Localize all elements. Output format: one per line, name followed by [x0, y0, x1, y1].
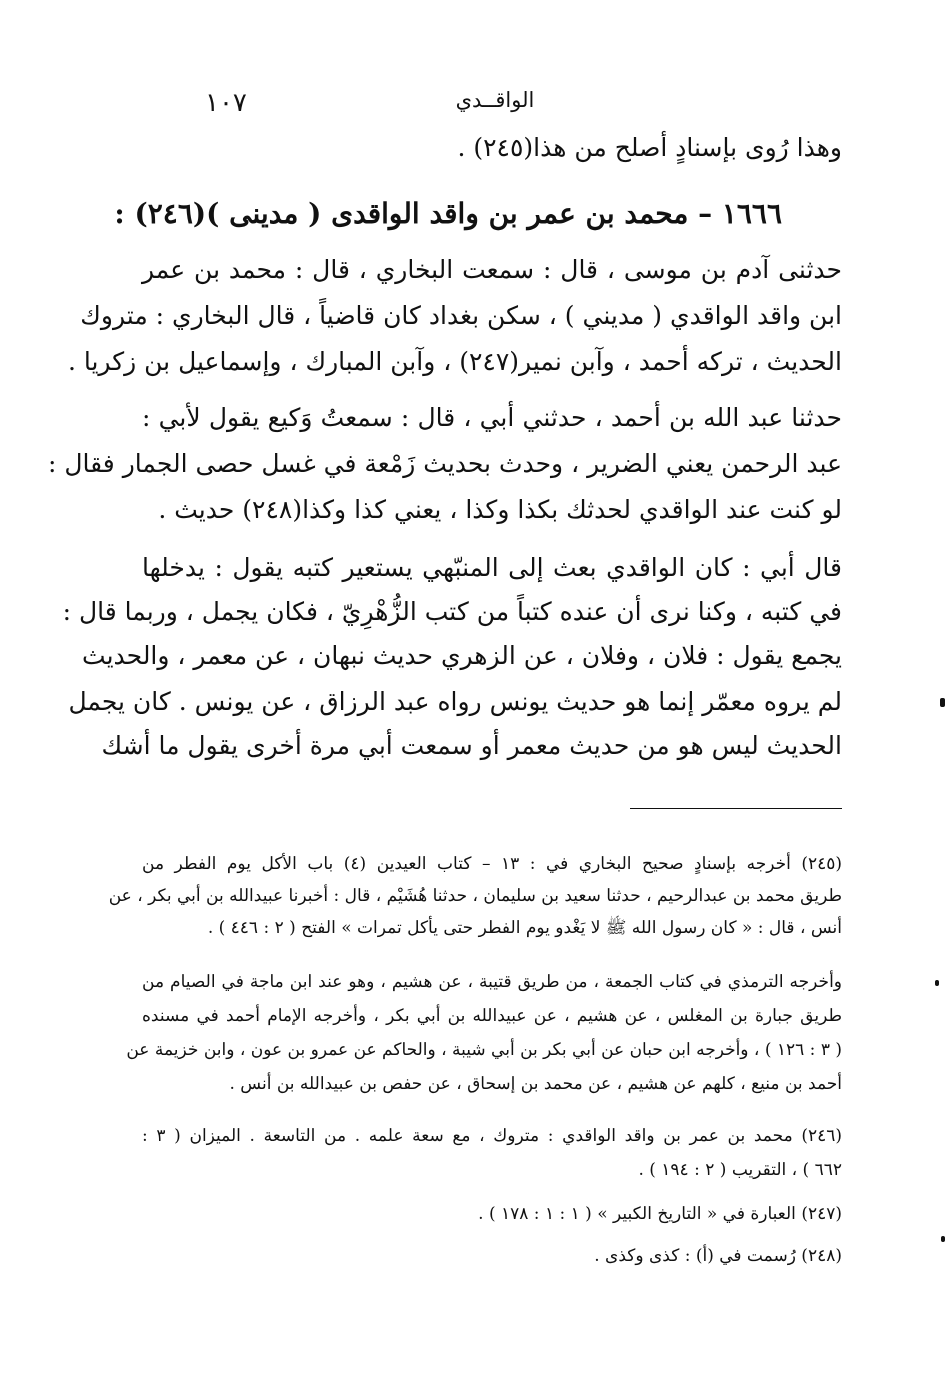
- margin-speck: [941, 1236, 945, 1242]
- paragraph-3-line-1: قال أبي : كان الواقدي بعث إلى المنبّهي يستعير كتبه يقول : يدخلها: [142, 553, 842, 582]
- paragraph-2-line-3: لو كنت عند الواقدي لحدثك بكذا وكذا ، يعني كذا وكذا(٢٤٨) حديث .: [158, 495, 842, 524]
- footnote-245b-line-2: طريق جبارة بن المغلس ، عن هشيم ، عن عبيدالله بن أبي بكر ، وأخرجه الإمام أحمد في مسنده: [142, 1006, 842, 1026]
- footnote-247: (٢٤٧) العبارة في « التاريخ الكبير » ( ١ : ١ : ١٧٨ ) .: [478, 1204, 842, 1224]
- footnote-245-line-2: طريق محمد بن عبدالرحيم ، حدثنا سعيد بن سليمان ، حدثنا هُشَيْم ، قال : أخبرنا عبيدالله بن أبي بكر ، عن: [108, 886, 842, 906]
- footnote-245b-line-3: ( ٣ : ١٢٦ ) ، وأخرجه ابن حبان عن أبي بكر بن أبي شيبة ، والحاكم عن عمرو بن عون ، وابن خزيمة عن: [126, 1040, 842, 1060]
- paragraph-3-line-3: يجمع يقول : فلان ، وفلان ، عن الزهري حديث نبهان ، عن معمر ، والحديث: [82, 641, 842, 670]
- running-head: الواقــدي: [455, 88, 535, 112]
- paragraph-2-line-1: حدثنا عبد الله بن أحمد ، حدثني أبي ، قال : سمعتُ وَكيع يقول لأبي :: [142, 403, 842, 432]
- footnote-245-line-3: أنس ، قال : « كان رسول الله ﷺ لا يَغْدو يوم الفطر حتى يأكل تمرات » الفتح ( ٢ : ٤٤٦ ) .: [207, 918, 842, 938]
- paragraph-3-line-5: الحديث ليس هو من حديث معمر أو سمعت أبي مرة أخرى يقول ما أشك: [101, 731, 842, 760]
- footnote-246-line-2: ٦٦٢ ) ، التقريب ( ٢ : ١٩٤ ) .: [638, 1160, 842, 1180]
- footnote-245b-line-4: أحمد بن منيع ، كلهم عن هشيم ، عن محمد بن إسحاق ، عن حفص بن عبيدالله بن أنس .: [229, 1074, 842, 1094]
- paragraph-1-line-3: الحديث ، تركه أحمد ، وآبن نمير(٢٤٧) ، وآبن المبارك ، وإسماعيل بن زكريا .: [67, 347, 842, 376]
- paragraph-1-line-2: ابن واقد الواقدي ( مديني ) ، سكن بغداد كان قاضياً ، قال البخاري : متروك: [80, 301, 842, 330]
- margin-speck: [935, 980, 939, 986]
- paragraph-1-line-1: حدثنى آدم بن موسى ، قال : سمعت البخاري ، قال : محمد بن عمر: [142, 255, 842, 284]
- footnote-245b-line-1: وأخرجه الترمذي في كتاب الجمعة ، من طريق قتيبة ، عن هشيم ، وهو عند ابن ماجة في الصيام من: [142, 972, 842, 992]
- page-number: ١٠٧: [205, 88, 247, 118]
- paragraph-2-line-2: عبد الرحمن يعني الضرير ، وحدث بحديث زَمْعة في غسل حصى الجمار فقال :: [48, 449, 842, 478]
- entry-heading: ١٦٦٦ – محمد بن عمر بن واقد الواقدى ( مدينى )(٢٤٦) :: [114, 197, 782, 230]
- paragraph-3-line-4: لم يروه معمّر إنما هو حديث يونس رواه عبد الرزاق ، عن يونس . كان يجمل: [68, 687, 842, 716]
- opening-line: وهذا رُوى بإسنادٍ أصلح من هذا(٢٤٥) .: [457, 133, 842, 162]
- footnote-separator: [630, 808, 842, 809]
- paragraph-3-line-2: في كتبه ، وكنا نرى أن عنده كتباً من كتب الزُّهْرِيّ ، فكان يجمل ، وربما قال :: [62, 597, 842, 626]
- footnote-245-line-1: (٢٤٥) أخرجه بإسنادٍ صحيح البخاري في : ١٣ – كتاب العيدين (٤) باب الأكل يوم الفطر من: [142, 854, 842, 874]
- margin-speck: [940, 698, 945, 707]
- footnote-246-line-1: (٢٤٦) محمد بن عمر بن واقد الواقدي : متروك ، مع سعة علمه . من التاسعة . الميزان ( ٣ :: [142, 1126, 843, 1146]
- footnote-248: (٢٤٨) رُسمت في (أ) : كذى وكذى .: [594, 1246, 842, 1266]
